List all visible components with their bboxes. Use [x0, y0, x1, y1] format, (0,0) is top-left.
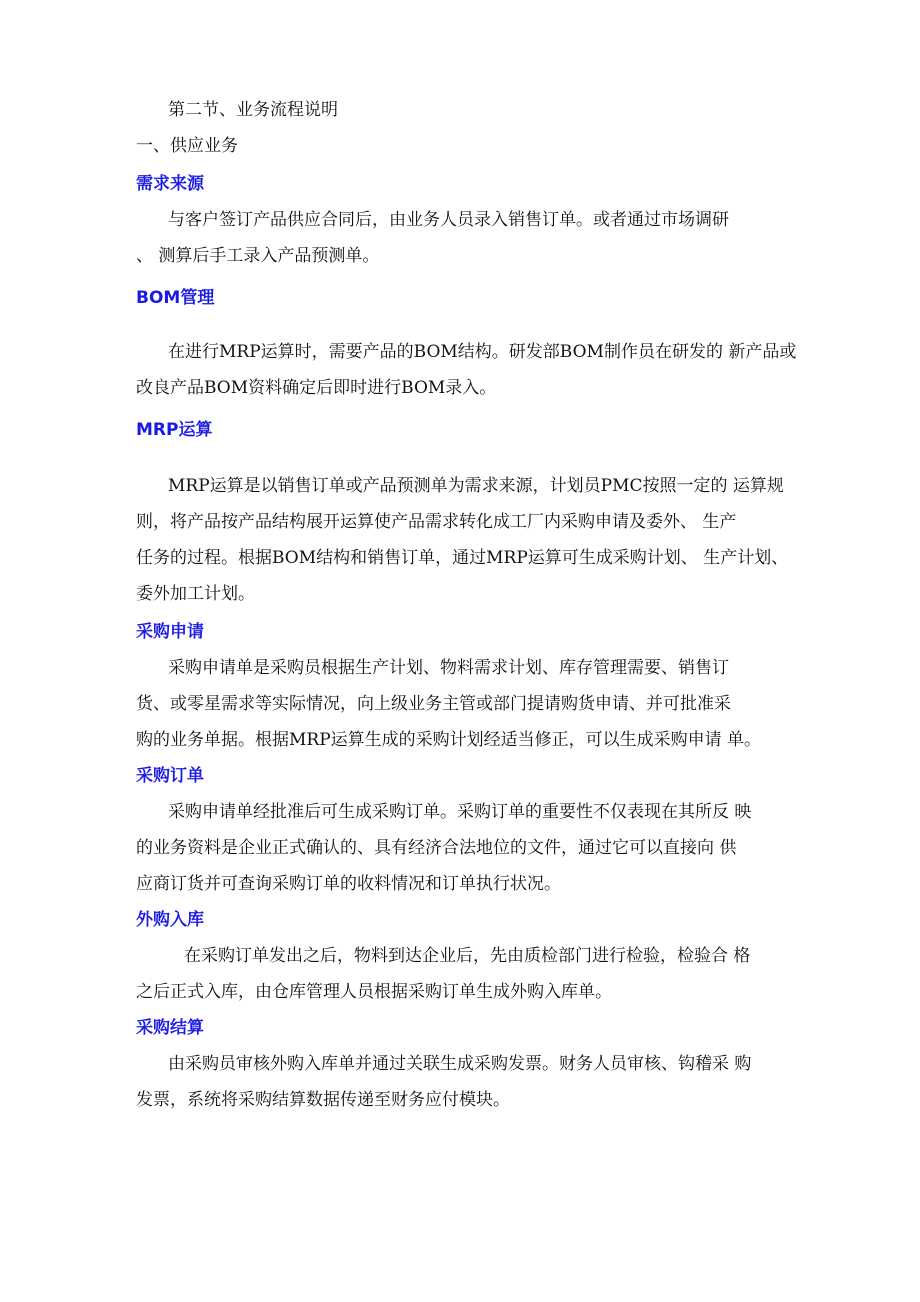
heading-purchase-settlement: 采购结算 [136, 1018, 204, 1038]
paragraph-line: 应商订货并可查询采购订单的收料情况和订单执行状况。 [136, 874, 561, 894]
heading-purchase-receipt: 外购入库 [136, 910, 204, 930]
paragraph-line: 发票，系统将采购结算数据传递至财务应付模块。 [136, 1090, 510, 1110]
heading-purchase-order: 采购订单 [136, 766, 204, 786]
heading-purchase-request: 采购申请 [136, 622, 204, 642]
paragraph-line: 改良产品BOM资料确定后即时进行BOM录入。 [136, 378, 497, 398]
paragraph-line: 在进行MRP运算时，需要产品的BOM结构。研发部BOM制作员在研发的 新产品或 [168, 342, 797, 362]
paragraph-line: 的业务资料是企业正式确认的、具有经济合法地位的文件，通过它可以直接向 供 [136, 838, 737, 858]
paragraph-line: 货、或零星需求等实际情况，向上级业务主管或部门提请购货申请、并可批准采 [136, 694, 731, 714]
paragraph-line: 之后正式入库，由仓库管理人员根据采购订单生成外购入库单。 [136, 982, 612, 1002]
paragraph-line: 由采购员审核外购入库单并通过关联生成采购发票。财务人员审核、钩稽采 购 [168, 1054, 752, 1074]
paragraph-line: 采购申请单经批准后可生成采购订单。采购订单的重要性不仅表现在其所反 映 [168, 802, 752, 822]
paragraph-line: 在采购订单发出之后，物料到达企业后，先由质检部门进行检验，检验合 格 [184, 946, 751, 966]
paragraph-line: 、 测算后手工录入产品预测单。 [136, 246, 380, 266]
paragraph-line: 任务的过程。根据BOM结构和销售订单，通过MRP运算可生成采购计划、 生产计划、 [136, 548, 789, 568]
heading-mrp-calculation: MRP运算 [136, 420, 213, 440]
section-title: 第二节、业务流程说明 [168, 100, 338, 120]
subsection-title: 一、供应业务 [136, 136, 238, 156]
paragraph-line: MRP运算是以销售订单或产品预测单为需求来源，计划员PMC按照一定的 运算规 [168, 476, 784, 496]
paragraph-line: 委外加工计划。 [136, 584, 255, 604]
paragraph-line: 购的业务单据。根据MRP运算生成的采购计划经适当修正，可以生成采购申请 单。 [136, 730, 762, 750]
paragraph-line: 则，将产品按产品结构展开运算使产品需求转化成工厂内采购申请及委外、 生产 [136, 512, 737, 532]
heading-demand-source: 需求来源 [136, 174, 204, 194]
paragraph-line: 采购申请单是采购员根据生产计划、物料需求计划、库存管理需要、销售订 [168, 658, 729, 678]
heading-bom-management: BOM管理 [136, 288, 215, 308]
paragraph-line: 与客户签订产品供应合同后，由业务人员录入销售订单。或者通过市场调研 [168, 210, 729, 230]
